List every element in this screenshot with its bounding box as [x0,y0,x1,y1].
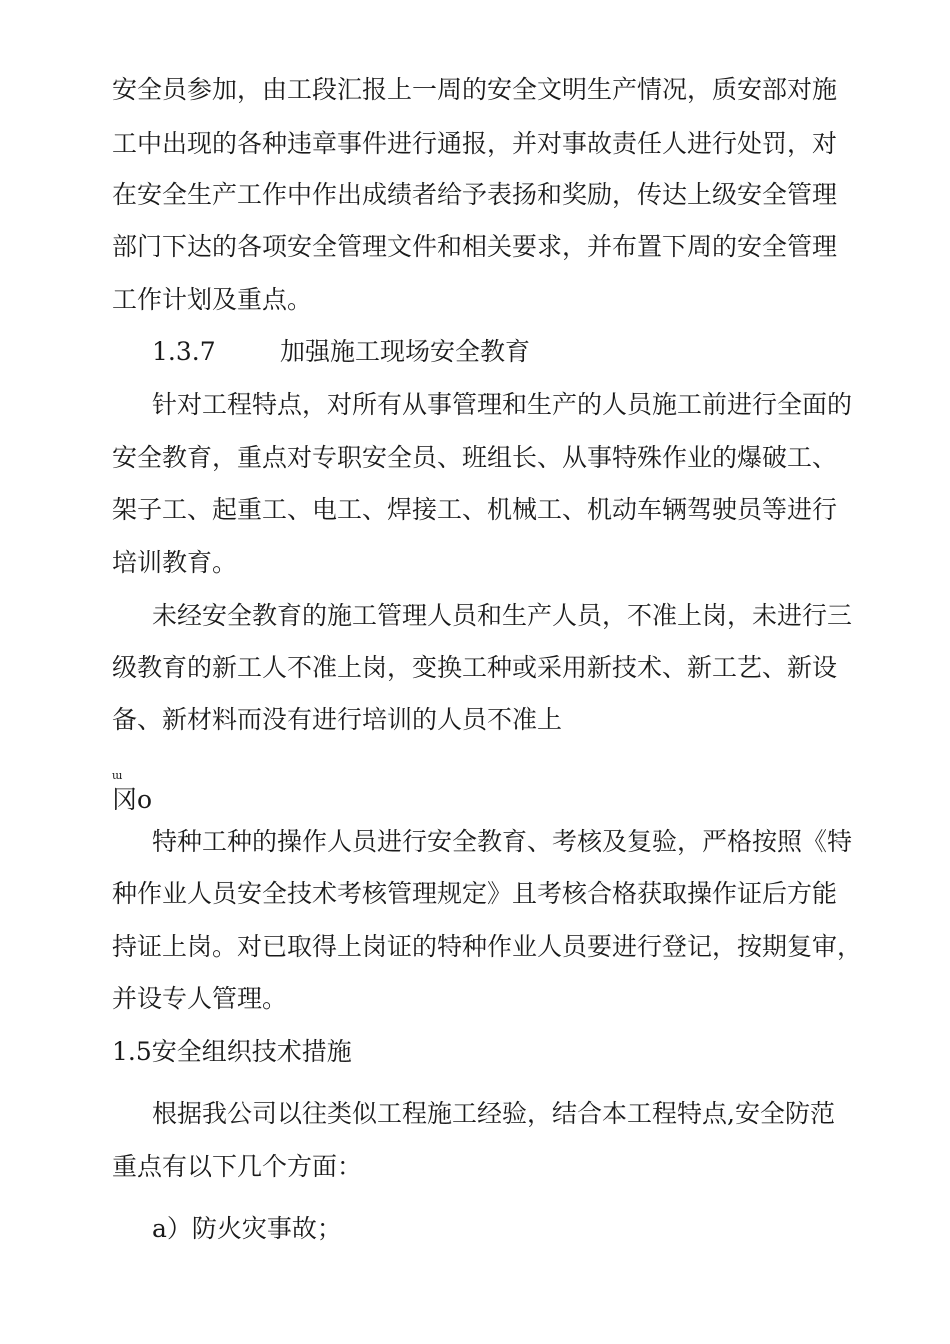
paragraph-3-line-3: 备、新材料而没有进行培训的人员不准上 [112,705,563,734]
section-number: 1.3.7 [152,337,216,366]
stray-glyph: ɯ [112,769,123,782]
paragraph-2-line-1: 针对工程特点，对所有从事管理和生产的人员施工前进行全面的 [152,390,853,419]
paragraph-2-line-4: 培训教育。 [112,548,238,577]
paragraph-1-line-4: 部门下达的各项安全管理文件和相关要求，并布置下周的安全管理 [112,232,838,261]
paragraph-1-line-5: 工作计划及重点。 [112,285,313,314]
section-heading-1-5: 1.5安全组织技术措施 [112,1037,352,1066]
paragraph-4-line-1: 特种工种的操作人员进行安全教育、考核及复验，严格按照《特 [152,827,853,856]
paragraph-1-line-3: 在安全生产工作中作出成绩者给予表扬和奖励，传达上级安全管理 [112,180,838,209]
paragraph-2-line-3: 架子工、起重工、电工、焊接工、机械工、机动车辆驾驶员等进行 [112,495,838,524]
paragraph-5-line-2: 重点有以下几个方面： [112,1152,363,1181]
paragraph-2-line-2: 安全教育，重点对专职安全员、班组长、从事特殊作业的爆破工、 [112,443,838,472]
paragraph-4-line-3: 持证上岗。对已取得上岗证的特种作业人员要进行登记，按期复审， [112,932,863,961]
section-title: 加强施工现场安全教育 [280,337,531,366]
paragraph-1-line-2: 工中出现的各种违章事件进行通报，并对事故责任人进行处罚，对 [112,129,838,158]
paragraph-4-line-4: 并设专人管理。 [112,984,288,1013]
list-item-a: a）防火灾事故； [152,1214,342,1243]
paragraph-3-line-2: 级教育的新工人不准上岗，变换工种或采用新技术、新工艺、新设 [112,653,838,682]
paragraph-4-line-2: 种作业人员安全技术考核管理规定》且考核合格获取操作证后方能 [112,879,838,908]
paragraph-3-line-1: 未经安全教育的施工管理人员和生产人员，不准上岗，未进行三 [152,601,853,630]
paragraph-5-line-1: 根据我公司以往类似工程施工经验，结合本工程特点,安全防范 [152,1099,835,1128]
section-heading-1-3-7 [152,337,530,367]
stray-line: 冈o [112,785,153,814]
paragraph-1-line-1: 安全员参加，由工段汇报上一周的安全文明生产情况，质安部对施 [112,75,838,104]
